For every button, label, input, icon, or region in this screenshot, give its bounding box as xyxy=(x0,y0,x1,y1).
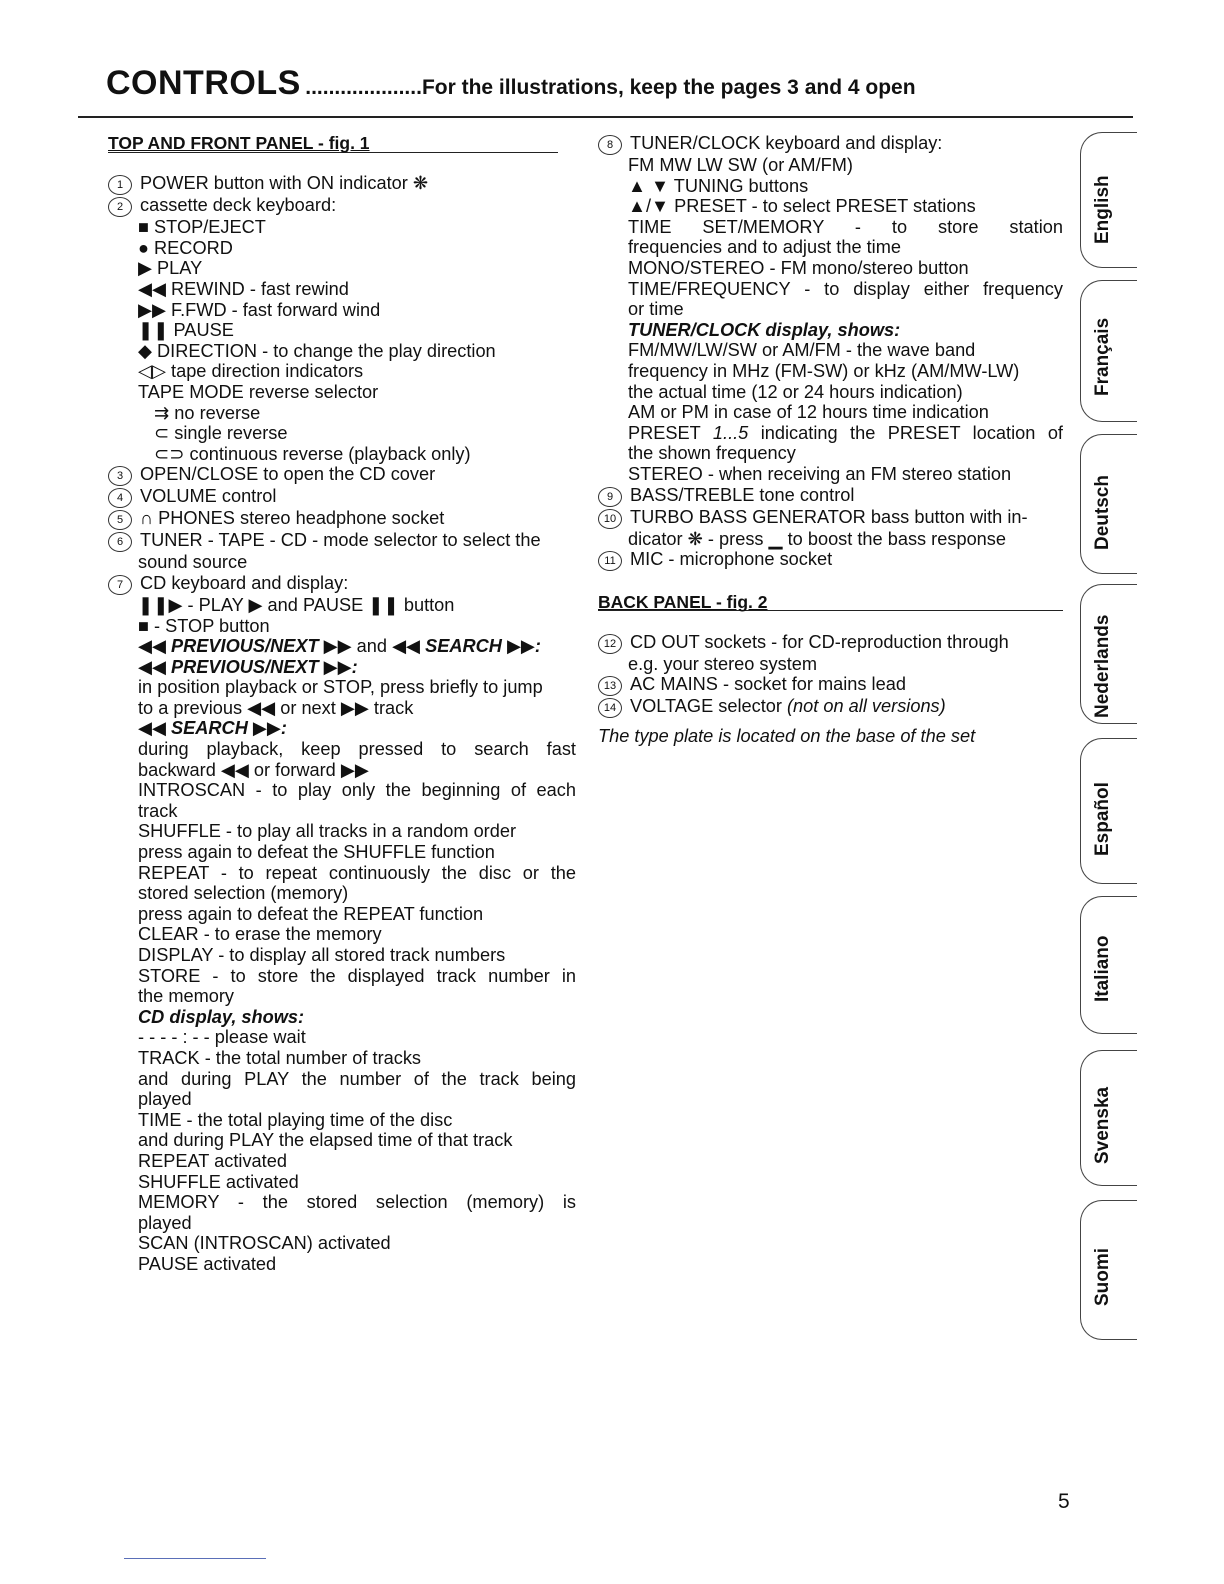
item-number: 1 xyxy=(108,175,132,195)
list-item: ▶▶ F.FWD - fast forward wind xyxy=(138,299,381,320)
page-number: 5 xyxy=(1058,1490,1070,1513)
list-item: REPEAT activated xyxy=(138,1150,287,1171)
list-item: 2 cassette deck keyboard: xyxy=(108,195,576,217)
item-number: 7 xyxy=(108,575,132,595)
list-item: TAPE MODE reverse selector xyxy=(138,381,379,402)
page-subtitle: For the illustrations, keep the pages 3 and 4 open xyxy=(421,76,916,99)
list-item: ❚❚▶ - PLAY ▶ and PAUSE ❚❚ button xyxy=(138,594,455,615)
list-item: - - - - : - - please wait xyxy=(138,1027,306,1048)
item-number: 11 xyxy=(598,551,622,571)
list-item: ❚❚ PAUSE xyxy=(138,320,234,341)
list-item: ▶ PLAY xyxy=(138,258,203,279)
list-item: MONO/STEREO - FM mono/stereo button xyxy=(628,257,969,278)
list-item: during playback, keep pressed to search fast xyxy=(138,739,576,760)
list-item: ● RECORD xyxy=(138,237,233,258)
bottom-rule xyxy=(124,1558,266,1559)
list-item: ◀◀ PREVIOUS/NEXT ▶▶ and ◀◀ SEARCH ▶▶: xyxy=(138,636,541,657)
list-item: 7 CD keyboard and display: xyxy=(108,573,576,595)
list-item: frequencies and to adjust the time xyxy=(628,237,901,258)
list-item: sound source xyxy=(138,552,248,573)
item-number: 10 xyxy=(598,509,622,529)
list-item: and during PLAY the number of the track being xyxy=(138,1068,576,1089)
item-number: 6 xyxy=(108,532,132,552)
list-item: 8 TUNER/CLOCK keyboard and display: xyxy=(598,133,1063,155)
list-item: TUNER/CLOCK display, shows: xyxy=(628,319,901,340)
list-item: SHUFFLE - to play all tracks in a random order xyxy=(138,821,517,842)
list-item: TIME - the total playing time of the disc xyxy=(138,1109,453,1130)
middle-column xyxy=(598,133,1063,747)
list-item: MEMORY - the stored selection (memory) is xyxy=(138,1192,576,1213)
item-number: 14 xyxy=(598,698,622,718)
list-item: FM/MW/LW/SW or AM/FM - the wave band xyxy=(628,340,976,361)
list-item: REPEAT - to repeat continuously the disc or the xyxy=(138,862,576,883)
list-item: the memory xyxy=(138,986,235,1007)
item-number: 9 xyxy=(598,487,622,507)
list-item: and during PLAY the elapsed time of that track xyxy=(138,1130,513,1151)
list-item: INTROSCAN - to play only the beginning of each xyxy=(138,780,576,801)
list-item: 3 OPEN/CLOSE to open the CD cover xyxy=(108,464,576,486)
list-item: the actual time (12 or 24 hours indication) xyxy=(628,381,963,402)
list-item: 14 VOLTAGE selector (not on all versions) xyxy=(598,696,1063,718)
list-item: DISPLAY - to display all stored track numbers xyxy=(138,945,506,965)
list-item: 13 AC MAINS - socket for mains lead xyxy=(598,674,1063,696)
list-item: PRESET 1...5 indicating the PRESET location of xyxy=(628,422,1063,443)
list-item: 6 TUNER - TAPE - CD - mode selector to select the xyxy=(108,530,576,552)
list-item: TRACK - the total number of tracks xyxy=(138,1047,422,1068)
list-item: the shown frequency xyxy=(628,443,796,464)
list-item: SHUFFLE activated xyxy=(138,1171,299,1192)
list-item: ⇉ no reverse xyxy=(154,402,261,423)
list-item: 9 BASS/TREBLE tone control xyxy=(598,485,1063,507)
list-item: ◀◀ REWIND - fast rewind xyxy=(138,278,349,299)
list-item: 4 VOLUME control xyxy=(108,486,576,508)
list-item: SCAN (INTROSCAN) activated xyxy=(138,1233,391,1254)
list-item: CLEAR - to erase the memory xyxy=(138,924,382,945)
list-item: AM or PM in case of 12 hours time indication xyxy=(628,402,989,423)
header-rule xyxy=(78,116,1133,118)
list-item: ⊂⊃ continuous reverse (playback only) xyxy=(154,443,471,464)
list-item: to a previous ◀◀ or next ▶▶ track xyxy=(138,697,414,718)
page-header xyxy=(106,64,916,103)
list-item: ◁▷ tape direction indicators xyxy=(138,361,364,382)
item-number: 12 xyxy=(598,634,622,654)
list-item: press again to defeat the REPEAT function xyxy=(138,903,484,924)
list-item: FM MW LW SW (or AM/FM) xyxy=(628,155,853,175)
list-item: 5 ∩ PHONES stereo headphone socket xyxy=(108,508,576,530)
list-item: backward ◀◀ or forward ▶▶ xyxy=(138,759,369,780)
left-column xyxy=(108,133,576,1275)
list-item: played xyxy=(138,1089,192,1110)
list-item: ◀◀ SEARCH ▶▶: xyxy=(138,718,287,739)
list-item: ▲ ▼ TUNING buttons xyxy=(628,175,809,196)
list-item: CD display, shows: xyxy=(138,1006,305,1027)
list-item: PAUSE activated xyxy=(138,1253,277,1274)
list-item: dicator ❋ - press ▁ to boost the bass response xyxy=(628,528,1007,549)
list-item: in position playback or STOP, press briefly to jump xyxy=(138,677,543,698)
item-number: 3 xyxy=(108,466,132,486)
page-title: CONTROLS xyxy=(106,64,301,102)
list-item: stored selection (memory) xyxy=(138,883,349,904)
item-number: 5 xyxy=(108,510,132,530)
list-item: 12 CD OUT sockets - for CD-reproduction through xyxy=(598,632,1063,654)
type-plate-note: The type plate is located on the base of the set xyxy=(598,726,976,747)
list-item: ■ STOP/EJECT xyxy=(138,217,266,238)
list-item: TIME SET/MEMORY - to store station xyxy=(628,216,1063,237)
section-heading-front-panel: TOP AND FRONT PANEL - fig. 1 xyxy=(108,133,370,153)
list-item: played xyxy=(138,1212,192,1233)
list-item: track xyxy=(138,800,178,821)
list-item: ◆ DIRECTION - to change the play direction xyxy=(138,340,496,361)
item-number: 13 xyxy=(598,676,622,696)
section-heading-back-panel: BACK PANEL - fig. 2 xyxy=(598,591,768,612)
list-item: 1 POWER button with ON indicator ❋ xyxy=(108,173,576,195)
item-number: 4 xyxy=(108,488,132,508)
list-item: frequency in MHz (FM-SW) or kHz (AM/MW-LW) xyxy=(628,360,1020,381)
list-item: STEREO - when receiving an FM stereo station xyxy=(628,463,1012,484)
list-item: or time xyxy=(628,299,684,320)
item-number: 8 xyxy=(598,135,622,155)
list-item: ⊂ single reverse xyxy=(154,423,288,444)
list-item: press again to defeat the SHUFFLE function xyxy=(138,842,495,863)
list-item: ▲/▼ PRESET - to select PRESET stations xyxy=(628,196,976,217)
list-item: e.g. your stereo system xyxy=(628,653,818,674)
list-item: STORE - to store the displayed track number in xyxy=(138,965,576,986)
list-item: 11 MIC - microphone socket xyxy=(598,549,1063,571)
list-item: ◀◀ PREVIOUS/NEXT ▶▶: xyxy=(138,656,358,677)
list-item: 10 TURBO BASS GENERATOR bass button with in- xyxy=(598,507,1063,529)
list-item: TIME/FREQUENCY - to display either frequency xyxy=(628,278,1063,299)
item-number: 2 xyxy=(108,197,132,217)
list-item: ■ - STOP button xyxy=(138,615,270,636)
title-leader-dots: .................... xyxy=(305,76,422,99)
